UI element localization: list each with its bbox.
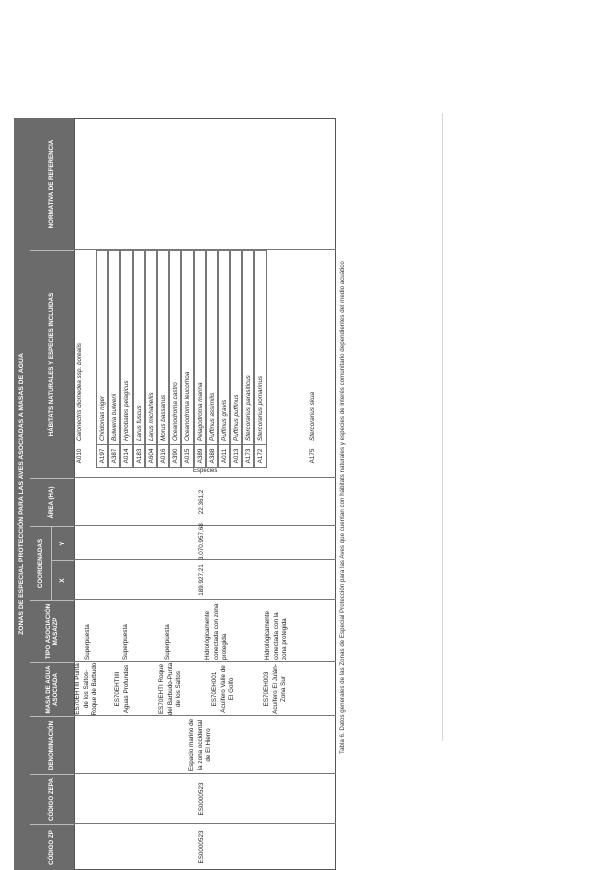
species-name: Stercorarius pomarinus [254,250,266,444]
species-code: A014 [120,444,132,468]
zepa-table [14,118,336,870]
list-item [108,250,120,468]
species-name: Puffinus gravis [218,250,230,444]
header-denominacion: DENOMINACIÓN [30,716,74,774]
species-code: A387 [108,444,120,468]
species-name: Pelagodroma marina [194,250,206,444]
tipo-asociacion-4: Hidrológicamente conectada con zona protegida [204,603,228,660]
list-item [96,250,108,468]
header-normativa: NORMATIVA DE REFERENCIA [30,118,74,250]
header-tipo-asociacion: TIPO ASOCIACIÓN MASA/ZP [30,600,74,662]
species-code: A015 [181,444,193,468]
species-name: Oceanodroma leucorhoa [181,250,193,444]
list-item [157,250,169,468]
list-item [206,250,218,468]
tipo-asociacion-1: Superpuesta [84,624,91,660]
species-name: Stercorarius parasiticus [242,250,254,444]
species-name: Puffinus puffinus [230,250,242,444]
species-code: A010 [76,448,83,464]
list-item [307,250,319,468]
species-name: Hydrobates pelagicus [120,250,132,444]
species-name: Larus fuscus [133,250,145,444]
tipo-asociacion-5: Hidrológicamente conectada con la zona protegida [264,610,288,660]
tipo-asociacion-3: Superpuesta [164,624,171,660]
species-name: Morus bassanus [157,250,169,444]
header-y: Y [52,526,74,560]
header-habitats: HÁBITATS NATURALES Y ESPECIES INCLUIDAS [30,250,74,478]
species-code: A183 [133,444,145,468]
header-masa-agua: MASA DE AGUA ASOCIADA [30,662,74,716]
species-name: Oceanodroma castro [169,250,181,444]
species-code: A173 [242,444,254,468]
table-title: ZONAS DE ESPECIAL PROTECCIÓN PARA LAS AVES ASOCIADAS A MASAS DE AGUA [14,118,30,870]
species-code: A172 [254,444,266,468]
table-caption: Tabla 6. Datos generales de las Zonas de Especial Protección para las Aves que cuentan con hábitats naturales y especies de interés comunitario dependientes del medio acuático [339,261,346,754]
masa-agua-5: ES70EH003 Acuífero El Julán-Zona Sur [263,664,287,714]
species-code: A011 [218,444,230,468]
species-code: A389 [194,444,206,468]
list-item [242,250,254,468]
cell-coordenada-x: 189.927,21 [198,564,205,596]
list-item [181,250,193,468]
header-coordenadas: COORDENADAS [30,526,52,600]
cell-codigo-zepa: ES0000523 [198,782,205,816]
species-code: A197 [96,444,108,468]
list-item [194,250,206,468]
list-item [74,250,96,468]
species-code: A604 [145,444,157,468]
species-list [74,250,319,468]
masa-agua-3: ES70EHTI Roque del Barbudo-Punta de los Saltos [158,662,182,716]
species-code: A016 [157,444,169,468]
cell-area: 22.361,2 [198,489,205,515]
species-name: Larus michahellis [145,250,157,444]
species-name: Calonectris diomedea ssp. borealis [76,342,83,441]
list-item [254,250,266,468]
tipo-asociacion-2: Superpuesta [122,624,129,660]
list-item [230,250,242,468]
species-code: A388 [206,444,218,468]
header-codigo-zepa: CÓDIGO ZEPA [30,774,74,824]
list-spacer [267,250,307,468]
masa-agua-4: ES70EH001 Acuífero Valle de El Golfo [211,665,235,713]
masa-agua-1: ES70EHTIII Punta de los Saltos-Roque de Barbudo [74,662,98,716]
cell-denominacion: Espacio marino de la zona occidental de El Hierro [188,718,212,772]
species-name: Stercorarius skua [308,392,316,441]
species-name: Bulweria bulwerii [108,250,120,444]
header-codigo-zp: CÓDIGO ZP [30,824,74,870]
list-item [133,250,145,468]
header-area: ÁREA (HA) [30,478,74,526]
species-code: A390 [169,444,181,468]
species-name: Chlidonias niger [96,250,108,444]
species-name: Puffinus assimilis [206,250,218,444]
cell-codigo-zp: ES0000523 [198,830,205,864]
species-code: A013 [230,444,242,468]
page-divider-line [442,113,443,741]
species-code: A175 [308,448,316,464]
list-item [169,250,181,468]
cell-coordenada-y: 3.070.957,68 [198,523,205,560]
list-item [145,250,157,468]
header-x: X [52,560,74,600]
list-item [218,250,230,468]
masa-agua-2: ES70EHTIIII Aguas Profundas [114,664,130,714]
especies-label: Especies [192,468,218,474]
list-item [120,250,132,468]
